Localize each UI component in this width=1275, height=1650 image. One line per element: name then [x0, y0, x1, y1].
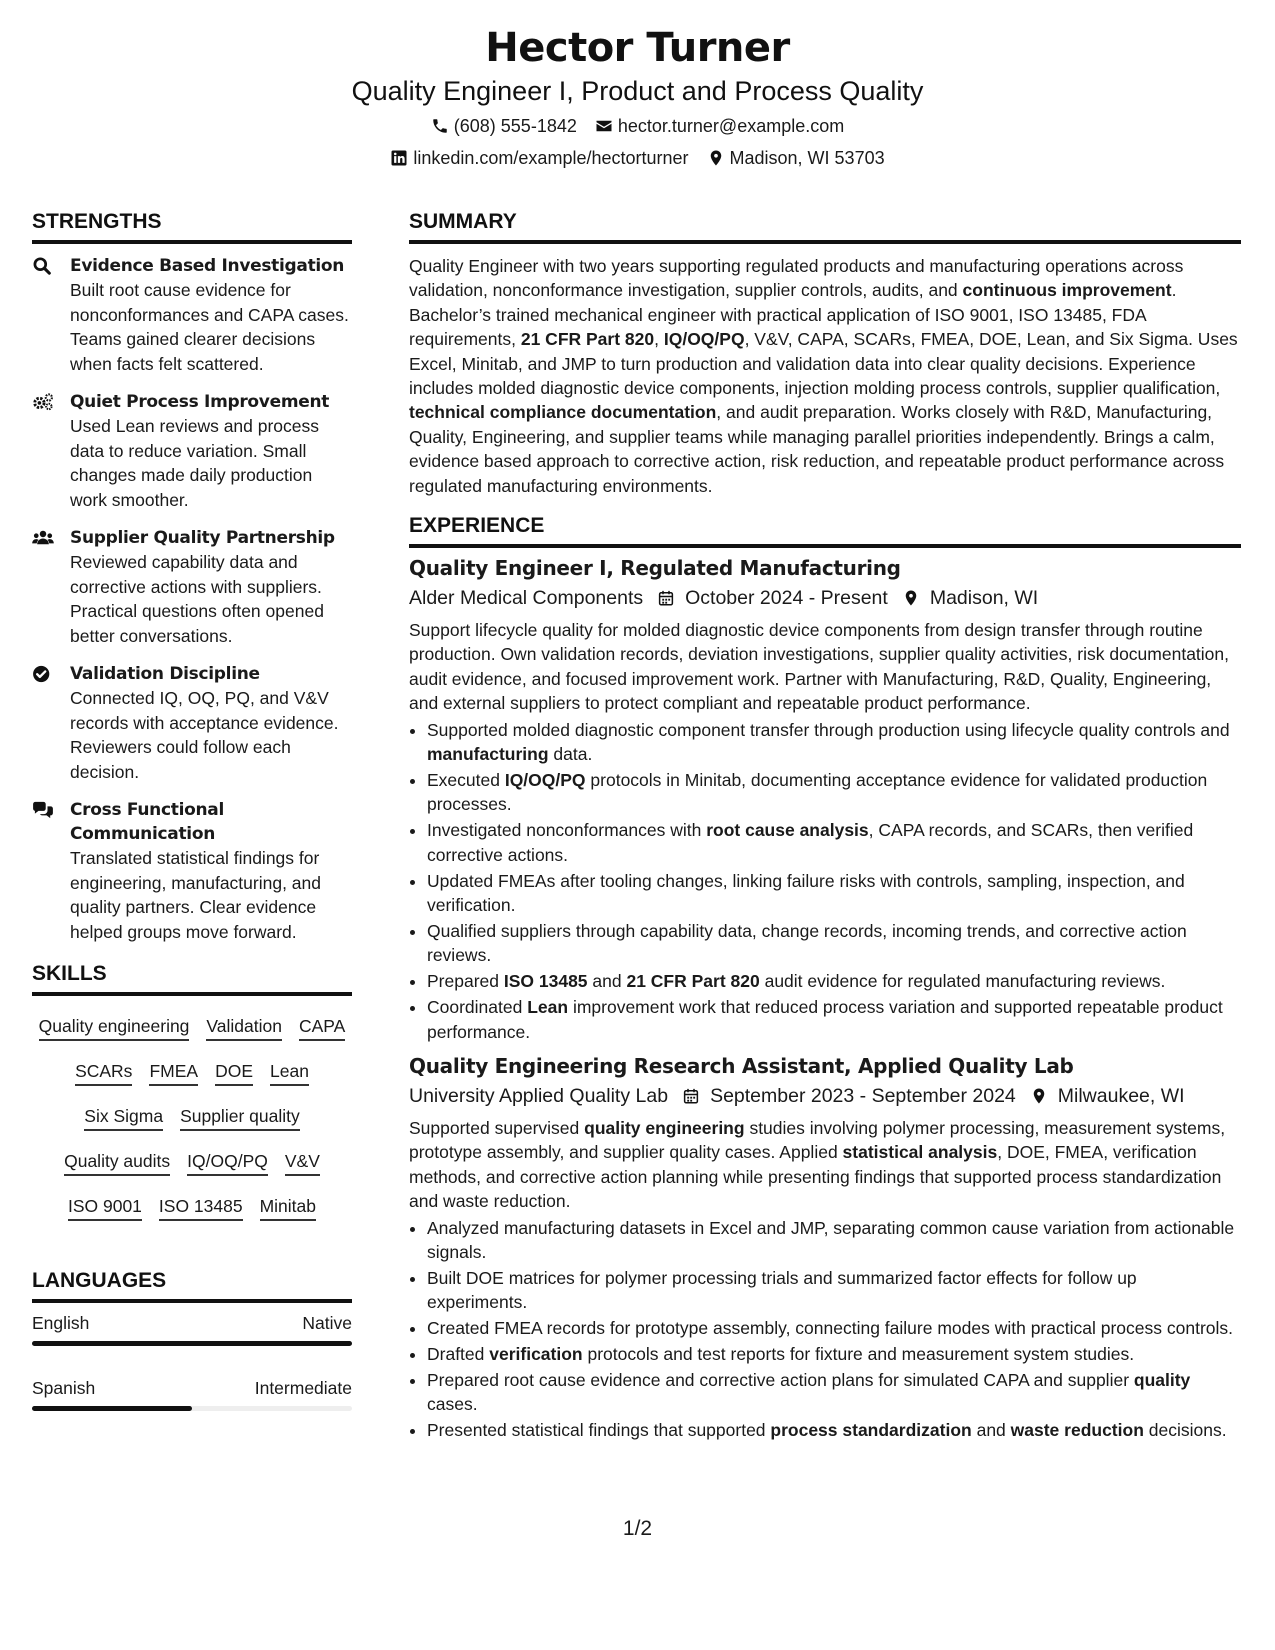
skill-tag: Quality engineering [39, 1014, 190, 1041]
job-bullet: • Built DOE matrices for polymer processing trials and summarized factor effects for follow up experiments. [427, 1266, 1241, 1315]
job-location [1030, 1082, 1185, 1110]
email-contact[interactable] [595, 114, 844, 138]
job-bullet: • Supported molded diagnostic component transfer through production using lifecycle quality controls and manufacturing data. [427, 718, 1241, 767]
job-title: Quality Engineering Research Assistant, Applied Quality Lab [409, 1053, 1074, 1078]
strength-title: Cross Functional Communication [70, 800, 224, 844]
languages-heading: LANGUAGES [32, 1267, 352, 1303]
strength-item [32, 254, 352, 376]
job-bullet: • Investigated nonconformances with root cause analysis, CAPA records, and SCARs, then verified corrective actions. [427, 818, 1241, 867]
job-bullet: • Drafted verification protocols and test reports for fixture and measurement system studies. [427, 1342, 1241, 1366]
comments-icon [32, 798, 70, 944]
skill-tag: SCARs [75, 1059, 132, 1086]
job-dates [682, 1082, 1016, 1110]
language-name: Spanish [32, 1378, 96, 1398]
map-pin-icon [902, 589, 920, 607]
job-dates [657, 584, 888, 612]
strengths-list [32, 254, 352, 944]
job-bullet: • Created FMEA records for prototype assembly, connecting failure modes with practical process controls. [427, 1316, 1241, 1340]
job-bullet: • Coordinated Lean improvement work that reduced process variation and supported repeatable product performance. [427, 995, 1241, 1044]
job-entry [409, 554, 1241, 1044]
skill-tag: IQ/OQ/PQ [187, 1149, 268, 1176]
strength-title: Quiet Process Improvement [70, 392, 330, 412]
job-entry [409, 1052, 1241, 1443]
job-bullet: • Prepared ISO 13485 and 21 CFR Part 820 audit evidence for regulated manufacturing reviews. [427, 969, 1241, 993]
skill-tag: V&V [285, 1149, 320, 1176]
check-circle-icon [32, 662, 70, 784]
language-proficiency-bar [32, 1341, 352, 1346]
company-name: University Applied Quality Lab [409, 1084, 669, 1107]
job-meta [409, 584, 1241, 612]
strength-desc: Built root cause evidence for nonconformances and CAPA cases. Teams gained clearer decisions when facts felt scattered. [70, 280, 349, 374]
job-summary: Supported supervised quality engineering studies involving polymer processing, measurement systems, prototype assembly, and supplier quality cases. Applied statistical analysis, DOE, FMEA, verification methods, and corrective action planning while presenting findings that supported process standardization and waste reduction. [409, 1117, 1226, 1212]
linkedin-text: linkedin.com/example/hectorturner [413, 148, 689, 168]
skill-tag: Validation [206, 1014, 282, 1041]
email-text: hector.turner@example.com [617, 116, 845, 136]
job-company [409, 584, 643, 612]
skills-heading: SKILLS [32, 960, 352, 996]
location-text: Madison, WI [929, 587, 1039, 610]
summary-heading: SUMMARY [409, 208, 1241, 244]
skill-tag: Quality audits [64, 1149, 170, 1176]
language-level: Intermediate [254, 1378, 352, 1398]
strength-desc: Connected IQ, OQ, PQ, and V&V records with acceptance evidence. Reviewers could follow each decision. [70, 688, 339, 782]
summary-text: Quality Engineer with two years supporting regulated products and manufacturing operations across validation, nonconformance investigation, supplier controls, audits, and continuous improvement. Bachelor’s trained mechanical engineer with practical application of ISO 9001, ISO 13485, FDA requirements, 21 CFR Part 820, IQ/OQ/PQ, V&V, CAPA, SCARs, FMEA, DOE, Lean, and Six Sigma. Uses Excel, Minitab, and JMP to turn production and validation data into clear quality decisions. Experience includes molded diagnostic device components, injection molding process controls, supplier qualification, technical compliance documentation, and audit preparation. Works closely with R&D, Manufacturing, Quality, Engineering, and supplier teams while managing parallel priorities independently. Brings a calm, evidence based approach to corrective action, risk reduction, and repeatable product performance across regulated manufacturing environments. [409, 256, 1238, 496]
candidate-name: Hector Turner [485, 25, 790, 71]
language-proficiency-fill [32, 1341, 352, 1346]
location-text: Milwaukee, WI [1057, 1084, 1185, 1107]
strength-desc: Used Lean reviews and process data to reduce variation. Small changes made daily production work smoother. [70, 416, 320, 510]
strength-title: Evidence Based Investigation [70, 256, 345, 276]
envelope-icon [595, 117, 613, 135]
job-bullet: • Executed IQ/OQ/PQ protocols in Minitab, documenting acceptance evidence for validated production processes. [427, 768, 1241, 817]
date-range: October 2024 - Present [685, 587, 888, 610]
skills-list [32, 1010, 352, 1221]
language-item [32, 1311, 352, 1346]
experience-heading: EXPERIENCE [409, 512, 1241, 548]
strength-desc: Translated statistical findings for engineering, manufacturing, and quality partners. Clear evidence helped groups move forward. [70, 848, 322, 942]
language-name: English [32, 1313, 90, 1333]
right-column [409, 208, 1241, 1444]
phone-text: (608) 555-1842 [453, 116, 577, 136]
search-icon [32, 254, 70, 376]
job-summary: Support lifecycle quality for molded diagnostic device components from design transfer through routine production. Own validation records, deviation investigations, supplier quality activities, risk documentation, audit evidence, and focused improvement work. Partner with Manufacturing, R&D, Quality, Engineering, and external suppliers to protect compliant and repeatable product performance. [409, 620, 1230, 714]
strength-item [32, 390, 352, 512]
strength-title: Supplier Quality Partnership [70, 528, 335, 548]
job-bullet: • Qualified suppliers through capability data, change records, incoming trends, and corrective action reviews. [427, 919, 1241, 968]
phone-contact[interactable] [431, 114, 577, 138]
company-name: Alder Medical Components [409, 587, 644, 610]
linkedin-icon [390, 149, 408, 167]
language-level: Native [302, 1313, 352, 1333]
linkedin-contact[interactable] [390, 146, 688, 170]
candidate-title: Quality Engineer I, Product and Process Quality [351, 76, 924, 106]
skill-tag: DOE [215, 1059, 253, 1086]
strength-item [32, 798, 352, 944]
resume-header [0, 22, 1275, 170]
phone-icon [431, 117, 449, 135]
strength-item [32, 526, 352, 648]
skill-tag: Lean [270, 1059, 309, 1086]
language-item [32, 1376, 352, 1411]
language-row [32, 1376, 352, 1400]
skill-tag: FMEA [149, 1059, 198, 1086]
language-row [32, 1311, 352, 1335]
location-text: Madison, WI 53703 [729, 148, 885, 168]
job-bullet: • Analyzed manufacturing datasets in Excel and JMP, separating common cause variation from actionable signals. [427, 1216, 1241, 1265]
job-bullet: • Updated FMEAs after tooling changes, linking failure risks with controls, sampling, inspection, and verification. [427, 869, 1241, 918]
language-proficiency-fill [32, 1406, 192, 1411]
job-meta [409, 1082, 1241, 1110]
location-contact [707, 146, 885, 170]
job-title: Quality Engineer I, Regulated Manufacturing [409, 556, 901, 581]
job-bullet: • Presented statistical findings that supported process standardization and waste reduction decisions. [427, 1418, 1241, 1442]
gears-icon [32, 390, 70, 512]
job-bullets [409, 1216, 1241, 1443]
date-range: September 2023 - September 2024 [710, 1084, 1016, 1107]
experience-list [409, 554, 1241, 1443]
calendar-icon [682, 1087, 700, 1105]
contact-row-2 [0, 146, 1275, 170]
strength-item [32, 662, 352, 784]
job-bullets [409, 718, 1241, 1044]
skill-tag: Minitab [260, 1194, 316, 1221]
job-location [902, 584, 1038, 612]
map-pin-icon [1030, 1087, 1048, 1105]
job-company [409, 1082, 668, 1110]
skill-tag: ISO 13485 [159, 1194, 243, 1221]
skill-tag: CAPA [299, 1014, 345, 1041]
skill-tag: Supplier quality [180, 1104, 300, 1131]
language-proficiency-bar [32, 1406, 352, 1411]
users-icon [32, 526, 70, 648]
skill-tag: Six Sigma [84, 1104, 163, 1131]
map-pin-icon [707, 149, 725, 167]
page-number: 1/2 [622, 1517, 653, 1540]
skill-tag: ISO 9001 [68, 1194, 142, 1221]
left-column [32, 208, 352, 1411]
contact-row-1 [0, 114, 1275, 138]
calendar-icon [657, 589, 675, 607]
strength-desc: Reviewed capability data and corrective actions with suppliers. Practical questions often opened better conversations. [70, 552, 324, 646]
strength-title: Validation Discipline [70, 664, 260, 684]
strengths-heading: STRENGTHS [32, 208, 352, 244]
job-bullet: • Prepared root cause evidence and corrective action plans for simulated CAPA and supplier quality cases. [427, 1368, 1241, 1417]
